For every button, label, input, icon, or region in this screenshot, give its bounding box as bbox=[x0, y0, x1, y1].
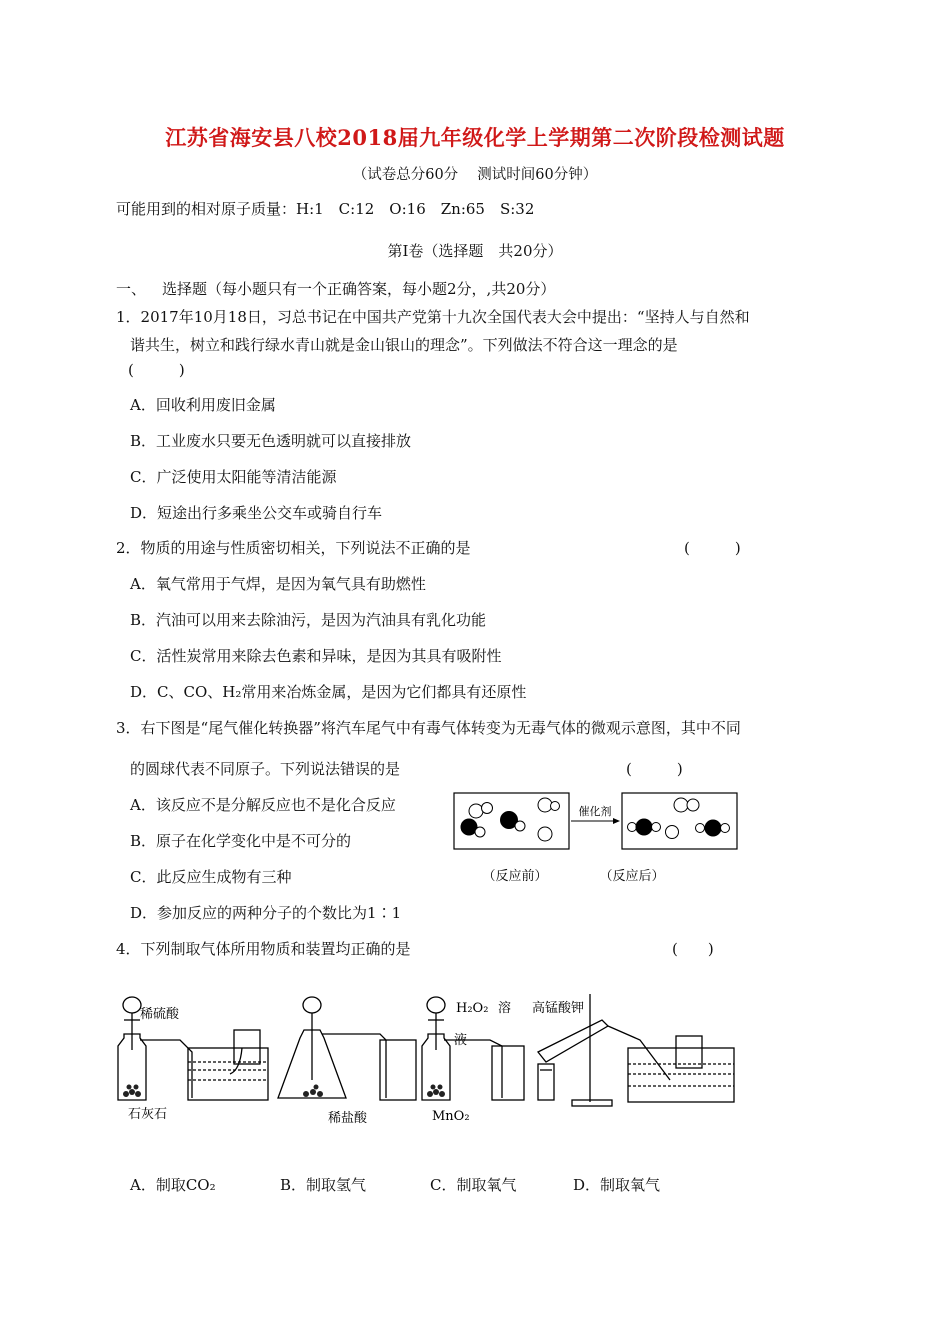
q2-option-b: B．汽油可以用来去除油污，是因为汽油具有乳化功能 bbox=[130, 611, 487, 629]
reaction-diagram bbox=[450, 788, 750, 888]
after-label: （反应后） bbox=[599, 869, 665, 884]
q4-stem: 4．下列制取气体所用物质和装置均正确的是 bbox=[116, 940, 411, 958]
apparatus-b bbox=[278, 997, 416, 1100]
q3-option-d: D．参加反应的两种分子的个数比为1∶1 bbox=[130, 904, 402, 922]
q4-option-a: A．制取CO₂ bbox=[130, 1176, 216, 1194]
q1-option-a: A．回收利用废旧金属 bbox=[130, 396, 276, 414]
label-h2o2-liquid: 液 bbox=[454, 1033, 468, 1048]
q1-stem-line1: 1．2017年10月18日，习总书记在中国共产党第十九次全国代表大会中提出：“坚持人与自然和 bbox=[116, 308, 750, 326]
q2-answer-bracket: ( ) bbox=[684, 539, 741, 557]
q1-stem-line2: 谐共生，树立和践行绿水青山就是金山银山的理念”。下列做法不符合这一理念的是 bbox=[130, 336, 678, 354]
instruction-text: 选择题（每小题只有一个正确答案，每小题2分，,共20分） bbox=[162, 280, 556, 298]
apparatus-diagram bbox=[110, 990, 750, 1135]
before-molecules bbox=[461, 798, 560, 841]
q3-answer-bracket: ( ) bbox=[626, 760, 683, 778]
catalyst-label: 催化剂 bbox=[578, 805, 612, 818]
label-kmno4: 高锰酸钾 bbox=[532, 1001, 585, 1016]
after-molecules bbox=[628, 798, 730, 839]
label-dilute-hcl: 稀盐酸 bbox=[328, 1111, 368, 1126]
section-heading: 第Ⅰ卷（选择题 共20分） bbox=[387, 242, 563, 260]
q2-option-a: A．氧气常用于气焊，是因为氧气具有助燃性 bbox=[130, 575, 426, 593]
q2-option-c: C．活性炭常用来除去色素和异味，是因为其具有吸附性 bbox=[130, 647, 502, 665]
label-limestone: 石灰石 bbox=[128, 1107, 168, 1122]
page-title: 江苏省海安县八校2018届九年级化学上学期第二次阶段检测试题 bbox=[165, 125, 785, 150]
q4-option-b: B．制取氢气 bbox=[280, 1176, 367, 1194]
q1-option-d: D．短途出行多乘坐公交车或骑自行车 bbox=[130, 504, 383, 522]
instruction-number: 一、 bbox=[116, 280, 147, 298]
q4-option-d: D．制取氧气 bbox=[573, 1176, 661, 1194]
q3-option-a: A．该反应不是分解反应也不是化合反应 bbox=[130, 796, 396, 814]
atomic-mass-line: 可能用到的相对原子质量：H:1 C:12 O:16 Zn:65 S:32 bbox=[116, 200, 535, 218]
q3-stem-line1: 3．右下图是“尾气催化转换器”将汽车尾气中有毒气体转变为无毒气体的微观示意图，其中不同 bbox=[116, 719, 741, 737]
exam-info: （试卷总分60分 测试时间60分钟） bbox=[352, 167, 598, 183]
q2-stem: 2．物质的用途与性质密切相关，下列说法不正确的是 bbox=[116, 539, 471, 557]
q3-stem-line2: 的圆球代表不同原子。下列说法错误的是 bbox=[130, 760, 401, 778]
label-h2o2-solution: 溶 bbox=[498, 1001, 512, 1016]
q2-option-d: D．C、CO、H₂常用来冶炼金属，是因为它们都具有还原性 bbox=[130, 683, 527, 701]
q1-option-b: B．工业废水只要无色透明就可以直接排放 bbox=[130, 432, 412, 450]
q4-option-c: C．制取氧气 bbox=[430, 1176, 517, 1194]
before-label: （反应前） bbox=[482, 869, 548, 884]
q4-answer-bracket: ( ) bbox=[672, 940, 714, 958]
label-dilute-sulfuric: 稀硫酸 bbox=[140, 1007, 180, 1022]
q1-answer-bracket: ( ) bbox=[128, 361, 185, 379]
q3-option-b: B．原子在化学变化中是不可分的 bbox=[130, 832, 352, 850]
solid-particles bbox=[123, 1085, 445, 1098]
q1-option-c: C．广泛使用太阳能等清洁能源 bbox=[130, 468, 337, 486]
label-h2o2: H₂O₂ bbox=[456, 1001, 489, 1016]
q3-option-c: C．此反应生成物有三种 bbox=[130, 868, 292, 886]
label-mno2: MnO₂ bbox=[432, 1109, 470, 1124]
